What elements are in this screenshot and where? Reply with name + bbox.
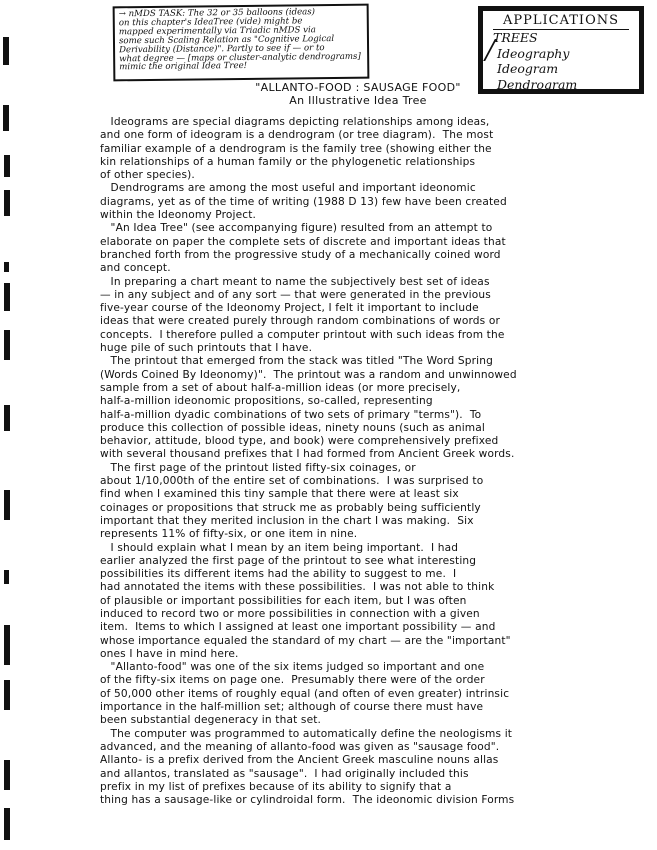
body-line: and concept. <box>100 262 171 275</box>
document-title: "ALLANTO-FOOD : SAUSAGE FOOD" <box>255 81 461 94</box>
margin-mark <box>4 262 9 272</box>
applications-item: Ideogram <box>497 61 559 76</box>
body-line: find when I examined this tiny sample that there were at least six <box>100 488 459 501</box>
applications-box <box>478 6 644 94</box>
body-line: The computer was programmed to automatically define the neologisms it <box>100 727 513 740</box>
body-line: (Words Coined By Ideonomy)". The printout was a random and unwinnowed <box>100 368 517 381</box>
document-subtitle: An Illustrative Idea Tree <box>289 94 427 107</box>
body-line: possibilities its different items had the ability to suggest to me. I <box>100 568 457 581</box>
body-line: I should explain what I mean by an item being important. I had <box>100 541 459 554</box>
applications-item: Ideography <box>497 45 570 61</box>
body-line: important that they merited inclusion in the chart I was making. Six <box>100 514 474 527</box>
body-line: Dendrograms are among the most useful and important ideonomic <box>100 182 476 195</box>
body-line: huge pile of such printouts that I have. <box>100 342 313 355</box>
body-line: importance in the half-million set; although of course there must have <box>100 701 484 714</box>
margin-mark <box>4 155 10 177</box>
body-line: of the fifty-six items on page one. Presumably there were of the order <box>100 674 485 687</box>
body-line: branched forth from the progressive study of a mechanically coined word <box>100 248 501 261</box>
body-line: sample from a set of about half-a-million ideas (or more precisely, <box>100 381 461 394</box>
margin-mark <box>4 570 9 584</box>
body-line: and one form of ideogram is a dendrogram (or tree diagram). The most <box>100 129 494 142</box>
body-line: coinages or propositions that struck me as probably being sufficiently <box>100 501 481 514</box>
applications-item: Dendrogram <box>497 76 578 92</box>
body-line: about 1/10,000th of the entire set of combinations. I was surprised to <box>100 475 484 488</box>
body-line: earlier analyzed the first page of the printout to see what interesting <box>100 554 477 567</box>
body-line: concepts. I therefore pulled a computer printout with such ideas from the <box>100 328 505 341</box>
body-line: ones I have in mind here. <box>100 647 239 660</box>
body-line: kin relationships of a human family or the phylogenetic relationships <box>100 155 476 168</box>
body-line: In preparing a chart meant to name the subjectively best set of ideas <box>100 275 490 288</box>
margin-mark <box>4 405 10 431</box>
margin-mark <box>4 490 10 520</box>
applications-title: APPLICATIONS <box>493 13 629 30</box>
note-line: what degree — [maps or cluster-analytic dendrograms] <box>119 51 361 64</box>
note-line: on this chapter's IdeaTree (vide) might be <box>118 16 303 29</box>
margin-mark <box>4 330 10 360</box>
margin-mark <box>3 105 9 131</box>
body-line: — in any subject and of any sort — that were generated in the previous <box>100 288 491 301</box>
body-line: and allantos, translated as "sausage". I had originally included this <box>100 767 469 780</box>
body-line: induced to record two or more possibilities in connection with a given <box>100 607 480 620</box>
body-line: produce this collection of possible ideas, ninety nouns (such as animal <box>100 421 486 434</box>
body-line: Allanto- is a prefix derived from the Ancient Greek masculine nouns allas <box>100 754 499 767</box>
margin-mark <box>4 190 10 216</box>
body-line: half-a-million dyadic combinations of two sets of primary "terms"). To <box>100 408 482 421</box>
body-line: represents 11% of fifty-six, or one item in nine. <box>100 528 358 541</box>
body-line: behavior, attitude, blood type, and book) were comprehensively prefixed <box>100 435 499 448</box>
body-text <box>100 116 650 807</box>
body-line: had annotated the items with these possibilities. I was not able to think <box>100 581 495 594</box>
body-line: ideas that were created purely through random combinations of words or <box>100 315 500 328</box>
note-line: mapped experimentally via Triadic nMDS via <box>118 25 316 38</box>
body-line: Ideograms are special diagrams depicting relationships among ideas, <box>100 116 490 128</box>
margin-mark <box>4 760 10 790</box>
body-line: familiar example of a dendrogram is the family tree (showing either the <box>100 142 492 155</box>
note-line: → nMDS TASK: The 32 or 35 balloons (ideas) <box>118 7 316 20</box>
body-line: elaborate on paper the complete sets of discrete and important ideas that <box>100 235 506 248</box>
applications-item: TREES <box>493 30 538 45</box>
body-line: of 50,000 other items of roughly equal (and often of even greater) intrinsic <box>100 687 510 700</box>
body-line: prefix in my list of prefixes because of its ability to signify that a <box>100 780 452 793</box>
body-line: of other species). <box>100 169 195 182</box>
body-line: "Allanto-food" was one of the six items judged so important and one <box>100 661 485 674</box>
note-line: some such Scaling Relation as "Cognitive Logical <box>118 33 335 46</box>
note-line: mimic the original Idea Tree! <box>119 61 248 73</box>
body-line: "An Idea Tree" (see accompanying figure) resulted from an attempt to <box>100 222 493 235</box>
body-line: of plausible or important possibilities for each item, but I was often <box>100 594 467 607</box>
body-line: whose importance equaled the standard of my chart — are the "important" <box>100 634 511 647</box>
body-line: five-year course of the Ideonomy Project, I felt it important to include <box>100 302 479 315</box>
margin-mark <box>4 283 10 311</box>
body-line: advanced, and the meaning of allanto-food was given as "sausage food". <box>100 740 500 753</box>
handwritten-note <box>113 4 370 82</box>
body-line: The printout that emerged from the stack was titled "The Word Spring <box>100 355 494 368</box>
body-line: diagrams, yet as of the time of writing (1988 D 13) few have been created <box>100 195 507 208</box>
body-line: been substantial degeneracy in that set. <box>100 714 322 727</box>
body-line: thing has a sausage-like or cylindroidal form. The ideonomic division Forms <box>100 794 515 807</box>
body-line: item. Items to which I assigned at least one important possibility — and <box>100 621 496 634</box>
margin-mark <box>4 625 10 665</box>
body-line: The first page of the printout listed fifty-six coinages, or <box>100 461 416 474</box>
note-line: Derivability (Distance)". Partly to see if — or to <box>119 42 325 55</box>
document-heading <box>238 81 478 107</box>
body-line: with several thousand prefixes that I had formed from Ancient Greek words. <box>100 448 515 461</box>
margin-mark <box>4 808 10 840</box>
margin-mark <box>4 680 10 710</box>
body-line: half-a-million ideonomic propositions, so-called, representing <box>100 395 433 408</box>
margin-mark <box>3 37 9 65</box>
body-line: within the Ideonomy Project. <box>100 209 257 222</box>
